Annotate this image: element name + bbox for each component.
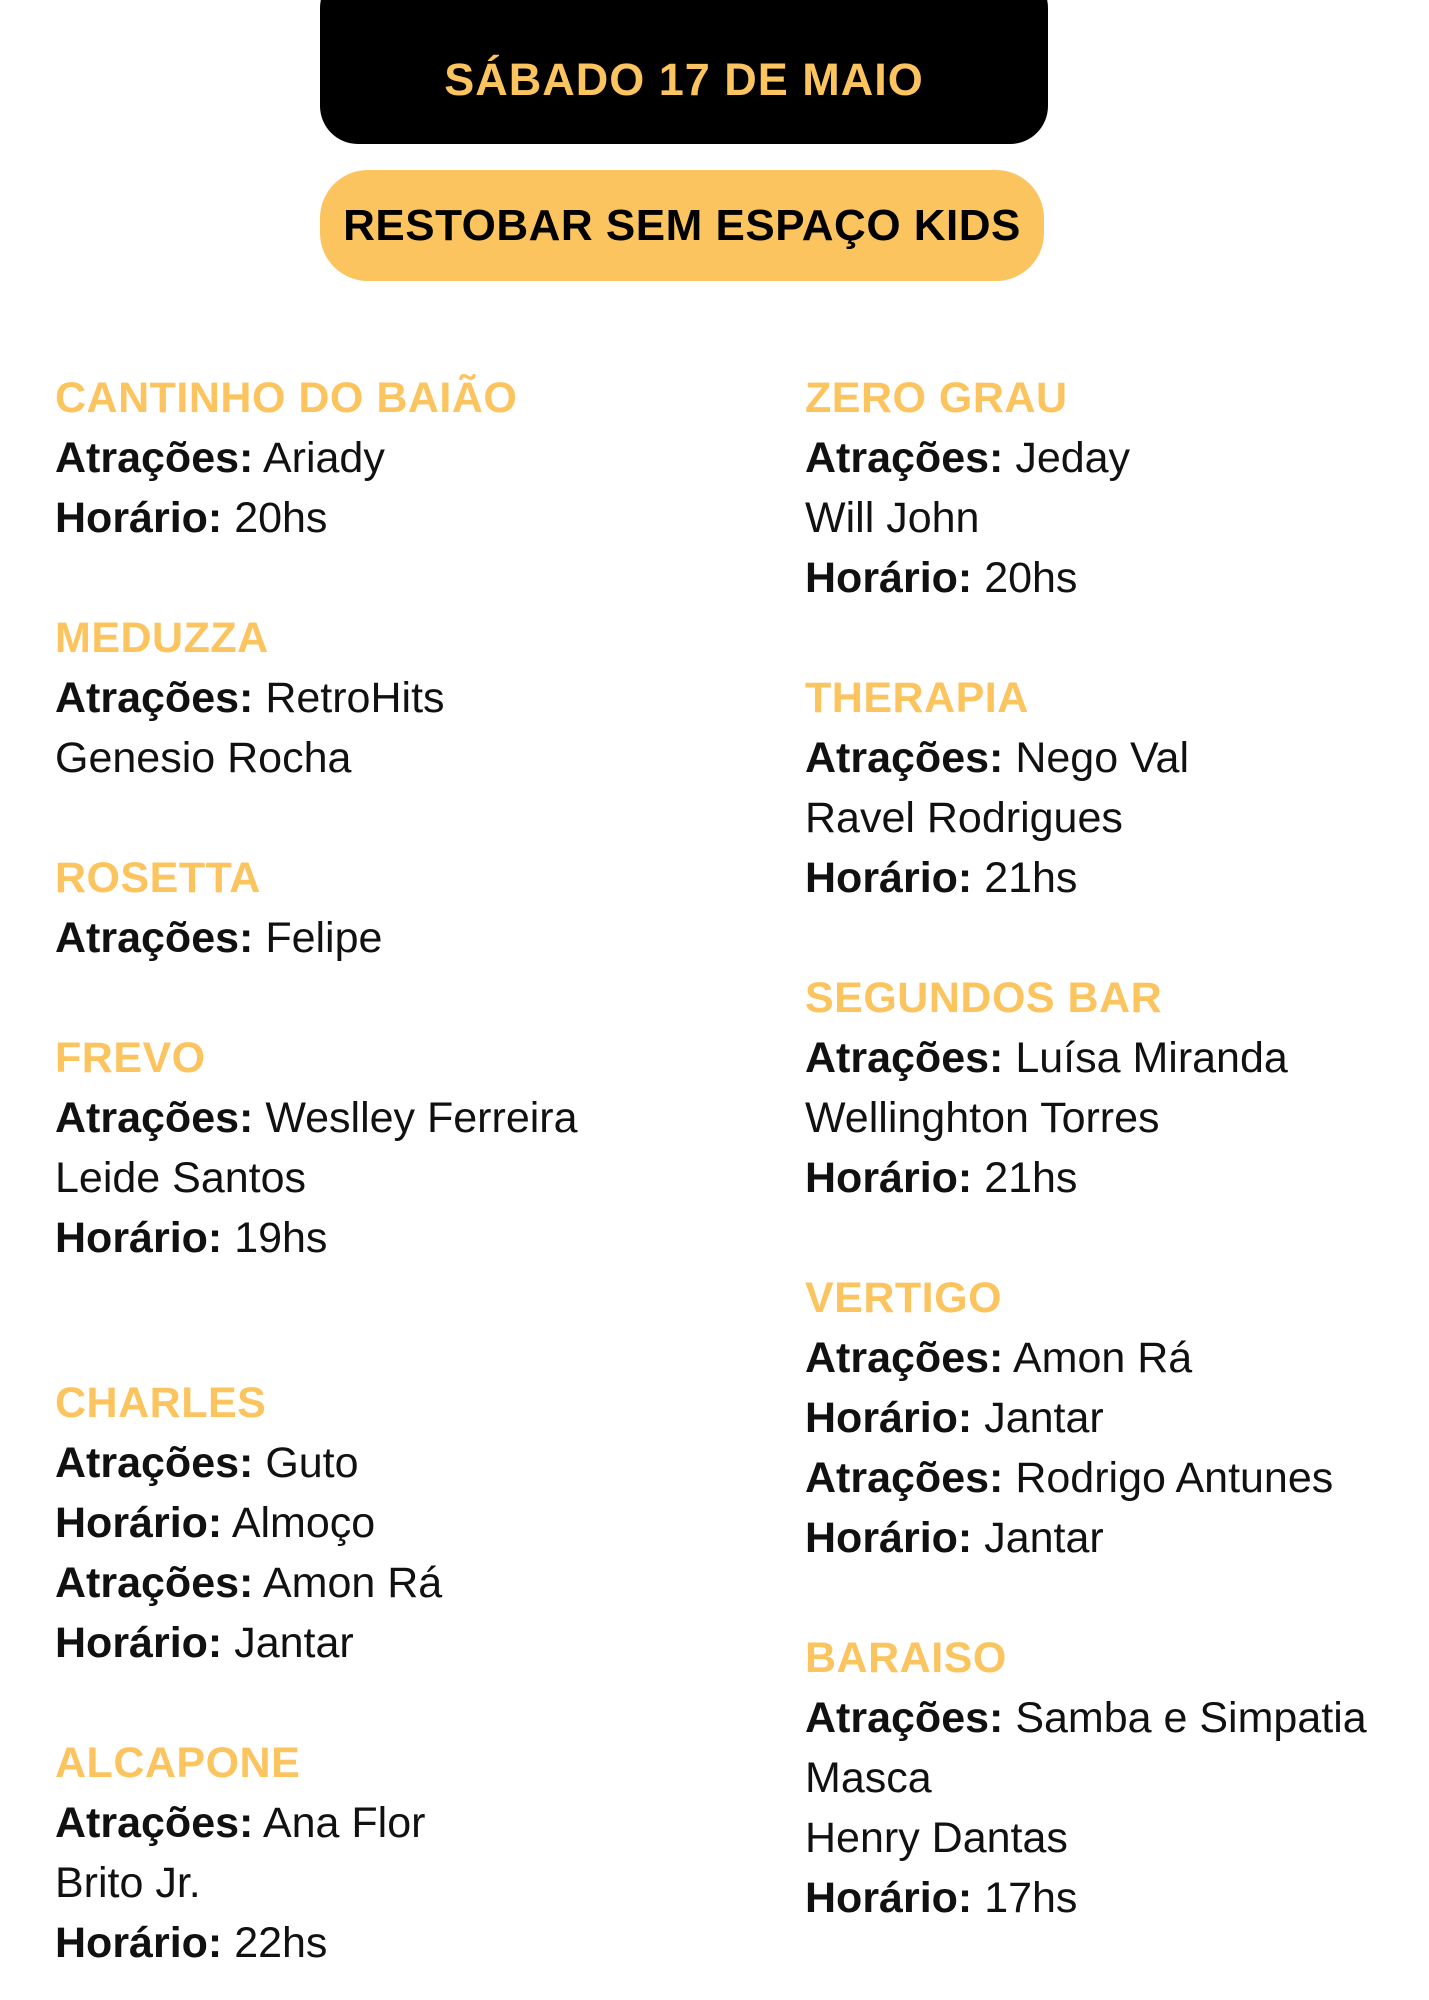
line-value: Samba e Simpatia: [1015, 1694, 1367, 1742]
line-value: RetroHits: [265, 674, 445, 722]
venue-line: [805, 728, 1415, 788]
venue-line: [805, 1388, 1415, 1448]
venue-line: [55, 1793, 755, 1853]
line-value: Brito Jr.: [55, 1859, 201, 1907]
line-value: Jeday: [1015, 434, 1131, 482]
line-label: Atrações:: [805, 1334, 1004, 1382]
line-value: Weslley Ferreira: [265, 1094, 578, 1142]
venue-line: [55, 668, 755, 728]
venue-block: [805, 1628, 1415, 1928]
venue-line: [55, 728, 755, 788]
line-label: Horário:: [805, 554, 973, 602]
line-label: Atrações:: [55, 1559, 254, 1607]
line-value: Rodrigo Antunes: [1015, 1454, 1334, 1502]
line-value: Luísa Miranda: [1015, 1034, 1288, 1082]
venue-block: [805, 1268, 1415, 1568]
venue-name: ALCAPONE: [55, 1739, 301, 1787]
line-label: Horário:: [55, 1499, 223, 1547]
line-value: Ravel Rodrigues: [805, 794, 1123, 842]
line-value: Felipe: [265, 914, 383, 962]
line-label: Horário:: [805, 1874, 973, 1922]
line-value: 17hs: [984, 1874, 1078, 1922]
line-label: Atrações:: [55, 674, 254, 722]
venue-block: [55, 848, 755, 968]
line-label: Atrações:: [805, 434, 1004, 482]
venue-line: [55, 908, 755, 968]
line-label: Horário:: [805, 1514, 973, 1562]
line-value: Guto: [265, 1439, 359, 1487]
date-banner: [320, 0, 1048, 144]
date-title: SÁBADO 17 DE MAIO: [444, 54, 924, 105]
venue-line: [55, 1148, 755, 1208]
venue-name: THERAPIA: [805, 674, 1029, 722]
line-value: Ana Flor: [262, 1799, 426, 1847]
subtitle-text: RESTOBAR SEM ESPAÇO KIDS: [343, 200, 1021, 250]
line-label: Atrações:: [55, 1799, 254, 1847]
venue-line: [805, 428, 1415, 488]
venue-line: [55, 1913, 755, 1973]
line-label: Horário:: [55, 1619, 223, 1667]
line-value: Nego Val: [1015, 734, 1190, 782]
venue-line: [805, 1088, 1415, 1148]
venue-name: BARAISO: [805, 1634, 1007, 1682]
venue-name: CHARLES: [55, 1379, 267, 1427]
line-label: Atrações:: [55, 914, 254, 962]
venue-line: [55, 1853, 755, 1913]
venue-name: ROSETTA: [55, 854, 261, 902]
line-value: 19hs: [234, 1214, 328, 1262]
line-label: Atrações:: [55, 1439, 254, 1487]
subtitle-pill: [320, 170, 1044, 281]
line-label: Horário:: [805, 1154, 973, 1202]
venue-line: [805, 1808, 1415, 1868]
venue-block: [55, 608, 755, 788]
line-value: Masca: [805, 1754, 932, 1802]
venue-line: [55, 428, 755, 488]
venue-line: [55, 1553, 755, 1613]
venue-name: CANTINHO DO BAIÃO: [55, 374, 518, 422]
line-label: Horário:: [55, 1919, 223, 1967]
venue-block: [55, 1733, 755, 1973]
line-label: Horário:: [805, 1394, 973, 1442]
line-value: Genesio Rocha: [55, 734, 352, 782]
venue-line: [805, 1448, 1415, 1508]
line-value: 21hs: [984, 1154, 1078, 1202]
line-label: Atrações:: [805, 1694, 1004, 1742]
line-label: Atrações:: [55, 434, 254, 482]
line-value: Almoço: [231, 1499, 376, 1547]
venue-line: [805, 1868, 1415, 1928]
venue-block: [805, 368, 1415, 608]
line-label: Atrações:: [805, 734, 1004, 782]
line-label: Atrações:: [805, 1034, 1004, 1082]
venue-block: [55, 1373, 755, 1673]
line-value: Jantar: [984, 1514, 1104, 1562]
venue-line: [805, 1028, 1415, 1088]
line-value: 20hs: [984, 554, 1078, 602]
venue-name: SEGUNDOS BAR: [805, 974, 1163, 1022]
line-value: 22hs: [234, 1919, 328, 1967]
venue-name: MEDUZZA: [55, 614, 269, 662]
venue-name: FREVO: [55, 1034, 206, 1082]
venue-block: [805, 668, 1415, 908]
venue-block: [805, 968, 1415, 1208]
line-label: Atrações:: [55, 1094, 254, 1142]
venue-line: [805, 548, 1415, 608]
venue-line: [805, 1748, 1415, 1808]
line-value: Henry Dantas: [805, 1814, 1068, 1862]
line-label: Horário:: [805, 854, 973, 902]
line-value: Amon Rá: [1012, 1334, 1193, 1382]
venue-line: [55, 1208, 755, 1268]
line-label: Horário:: [55, 1214, 223, 1262]
venue-block: [55, 368, 755, 548]
venue-block: [55, 1028, 755, 1268]
venue-line: [805, 1148, 1415, 1208]
venue-name: ZERO GRAU: [805, 374, 1068, 422]
line-value: Jantar: [234, 1619, 354, 1667]
line-label: Atrações:: [805, 1454, 1004, 1502]
venue-line: [805, 788, 1415, 848]
venue-line: [55, 1493, 755, 1553]
line-value: 20hs: [234, 494, 328, 542]
venue-line: [805, 488, 1415, 548]
venue-line: [55, 1088, 755, 1148]
line-value: Wellinghton Torres: [805, 1094, 1160, 1142]
venue-name: VERTIGO: [805, 1274, 1003, 1322]
line-value: Ariady: [262, 434, 385, 482]
line-value: Jantar: [984, 1394, 1104, 1442]
venue-line: [55, 488, 755, 548]
venue-line: [805, 1328, 1415, 1388]
line-value: Amon Rá: [262, 1559, 443, 1607]
venue-line: [55, 1613, 755, 1673]
venue-line: [805, 1688, 1415, 1748]
venue-line: [55, 1433, 755, 1493]
line-label: Horário:: [55, 494, 223, 542]
line-value: 21hs: [984, 854, 1078, 902]
venue-line: [805, 1508, 1415, 1568]
line-value: Leide Santos: [55, 1154, 307, 1202]
venue-line: [805, 848, 1415, 908]
line-value: Will John: [805, 494, 980, 542]
